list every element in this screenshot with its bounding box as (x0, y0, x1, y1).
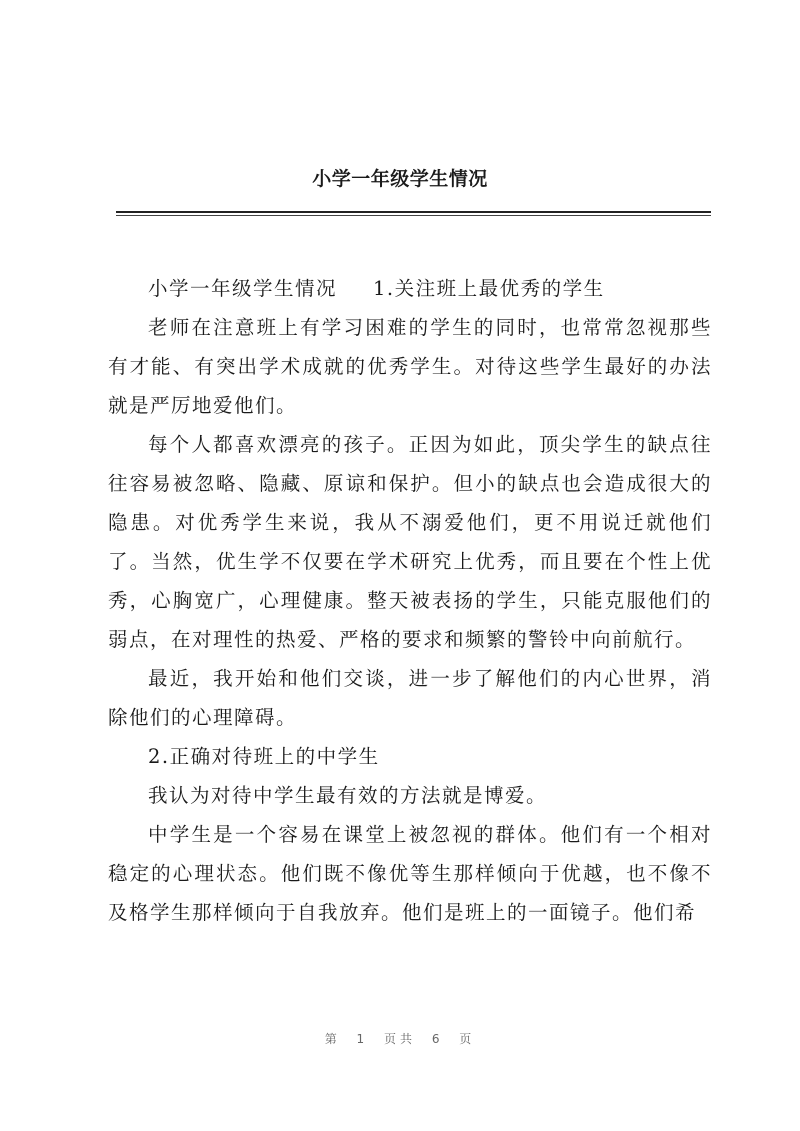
intro-doc-name: 小学一年级学生情况 (148, 277, 338, 300)
section-heading-1: 1.关注班上最优秀的学生 (373, 277, 605, 300)
intro-paragraph (108, 269, 712, 308)
paragraph: 每个人都喜欢漂亮的孩子。正因为如此，顶尖学生的缺点往往容易被忽略、隐藏、原谅和保护。但小的缺点也会造成很大的隐患。对优秀学生来说，我从不溺爱他们，更不用说迁就他们了。当然，优生学不仅要在学术研究上优秀，而且要在个性上优秀，心胸宽广，心理健康。整天被表扬的学生，只能克服他们的弱点，在对理性的热爱、严格的要求和频繁的警铃中向前航行。 (108, 433, 712, 651)
title-divider (116, 211, 711, 213)
paragraph: 老师在注意班上有学习困难的学生的同时，也常常忽视那些有才能、有突出学术成就的优秀学生。对待这些学生最好的办法就是严厉地爱他们。 (108, 316, 712, 417)
page-footer: 第 1 页共 6 页 (324, 1032, 476, 1046)
paragraph: 中学生是一个容易在课堂上被忽视的群体。他们有一个相对稳定的心理状态。他们既不像优等生那样倾向于优越，也不像不及格学生那样倾向于自我放弃。他们是班上的一面镜子。他们希 (108, 823, 712, 924)
title-divider-thin (116, 215, 711, 216)
document-body (108, 269, 712, 932)
section-heading-2: 2.正确对待班上的中学生 (148, 745, 380, 768)
paragraph: 我认为对待中学生最有效的方法就是博爱。 (148, 784, 548, 807)
paragraph: 最近，我开始和他们交谈，进一步了解他们的内心世界，消除他们的心理障碍。 (108, 667, 712, 729)
page-title: 小学一年级学生情况 (312, 168, 488, 190)
